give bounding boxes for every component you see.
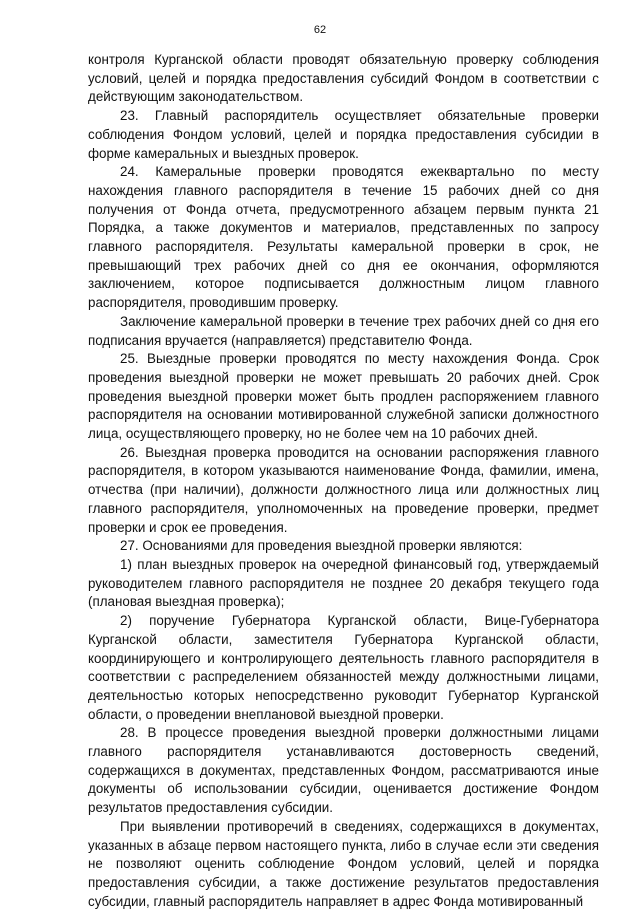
- paragraph-25: 25. Выездные проверки проводятся по месту нахождения Фонда. Срок проведения выездной проверки не может превышать 20 рабочих дней. Срок проведения выездной проверки может быть продлен распоряжением главного распорядителя на основании мотивированной служебной записки должностного лица, осуществляющего проверку, но не более чем на 10 рабочих дней.: [88, 351, 599, 442]
- paragraph-23: 23. Главный распорядитель осуществляет обязательные проверки соблюдения Фондом условий, целей и порядка предоставления субсидии в форме камеральных и выездных проверок.: [88, 108, 599, 161]
- page-number: 62: [313, 24, 327, 36]
- paragraph-27-item-1: 1) план выездных проверок на очередной финансовый год, утверждаемый руководителем главного распорядителя не позднее 20 декабря текущего года (плановая выездная проверка);: [88, 556, 599, 610]
- paragraph-24: 24. Камеральные проверки проводятся ежеквартально по месту нахождения главного распорядителя в течение 15 рабочих дней со дня получения от Фонда отчета, предусмотренного абзацем первым пункта 21 Порядка, а также документов и материалов, представленных по запросу главного распорядителя. Результаты камеральной проверки в срок, не превышающий трех рабочих дней со дня ее окончания, оформляются заключением, которое подписывается должностным лицом главного распорядителя, проводившим проверку.: [88, 164, 599, 311]
- paragraph-28-contradictions: При выявлении противоречий в сведениях, содержащихся в документах, указанных в абзаце первом настоящего пункта, либо в случае если эти сведения не позволяют оценить соблюдение Фондом условий, целей и порядка предоставления субсидии, а также достижение результатов предоставления субсидии, главный распорядитель направляет в адрес Фонда мотивированный: [88, 818, 599, 909]
- document-body: [88, 51, 599, 911]
- paragraph-24-conclusion: Заключение камеральной проверки в течение трех рабочих дней со дня его подписания вручается (направляется) представителю Фонда.: [88, 313, 599, 348]
- paragraph-continuation: контроля Курганской области проводят обязательную проверку соблюдения условий, целей и порядка предоставления субсидий Фондом в соответствии с действующим законодательством.: [88, 52, 599, 105]
- paragraph-27-item-2: 2) поручение Губернатора Курганской области, Вице-Губернатора Курганской области, заместителя Губернатора Курганской области, координирующего и контролирующего деятельность главного распорядителя в соответствии с распределением обязанностей между должностными лицами, деятельностью которых непосредственно руководит Губернатор Курганской области, о проведении внеплановой выездной проверки.: [88, 613, 599, 722]
- paragraph-26: 26. Выездная проверка проводится на основании распоряжения главного распорядителя, в котором указываются наименование Фонда, фамилии, имена, отчества (при наличии), должности должностного лица или должностных лиц главного распорядителя, уполномоченных на проведение проверки, предмет проверки и срок ее проведения.: [88, 444, 599, 535]
- paragraph-27: 27. Основаниями для проведения выездной проверки являются:: [120, 538, 523, 554]
- paragraph-28: 28. В процессе проведения выездной проверки должностными лицами главного распорядителя устанавливаются достоверность сведений, содержащихся в документах, представленных Фондом, рассматриваются иные документы об использовании субсидии, оценивается достижение Фондом результатов предоставления субсидии.: [88, 725, 599, 816]
